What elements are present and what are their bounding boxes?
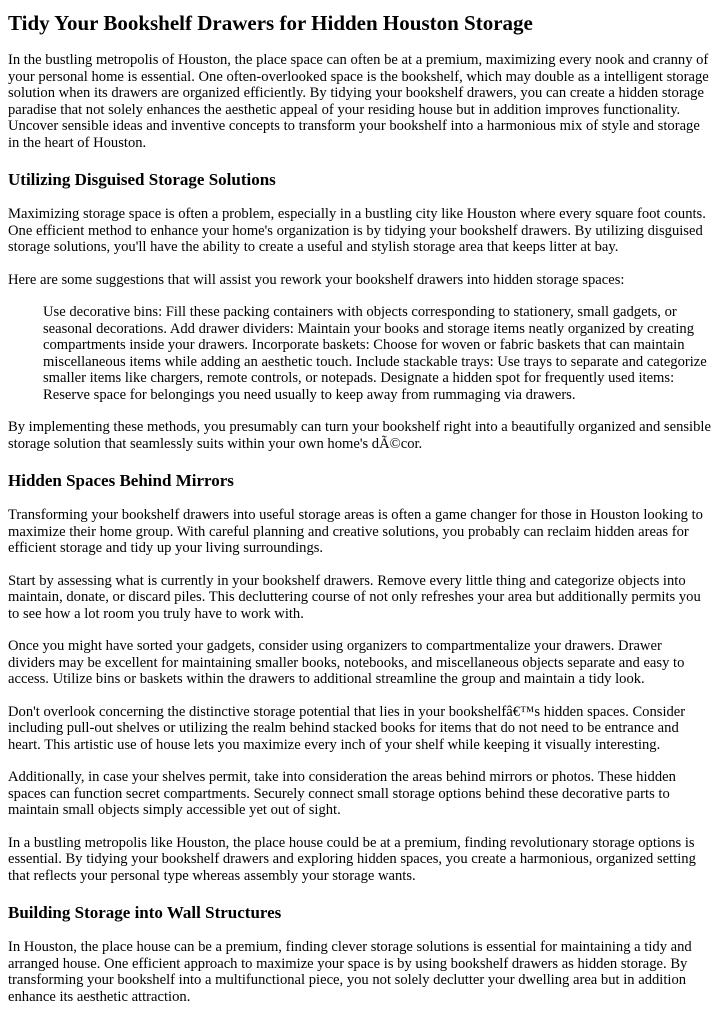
- paragraph: Start by assessing what is currently in your bookshelf drawers. Remove every little thing and categorize objects into maintain, donate, or discard piles. This decluttering course of not only refreshes your area but additionally permits you to see how a lot room you truly have to work with.: [8, 572, 701, 622]
- paragraph: Here are some suggestions that will assist you rework your bookshelf drawers into hidden storage spaces:: [8, 271, 625, 288]
- paragraph: Transforming your bookshelf drawers into useful storage areas is often a game changer for those in Houston looking to maximize their home group. With careful planning and creative solutions, you probably can reclaim hidden areas for efficient storage and tidy up your living surroundings.: [8, 507, 703, 556]
- section-heading-disguised-storage: Utilizing Disguised Storage Solutions: [8, 170, 276, 189]
- section-heading-wall-structures: Building Storage into Wall Structures: [8, 903, 282, 922]
- paragraph: Once you might have sorted your gadgets, consider using organizers to compartmentalize your drawers. Drawer dividers may be excellent for maintaining smaller books, notebooks, and miscellaneous objects separate and easy to access. Utilize bins or baskets within the drawers to additional streamline the group and maintain a tidy look.: [8, 638, 685, 687]
- paragraph: Additionally, in case your shelves permit, take into consideration the areas behind mirrors or photos. These hidden spaces can function secret compartments. Securely connect small storage options behind these decorative parts to maintain small objects simply accessible yet out of sight.: [8, 769, 676, 818]
- paragraph: By implementing these methods, you presumably can turn your bookshelf right into a beautifully organized and sensible storage solution that seamlessly suits within your own home's dÃ©cor.: [8, 419, 711, 452]
- suggestions-blockquote: Use decorative bins: Fill these packing containers with objects corresponding to stationery, small gadgets, or seasonal decorations. Add drawer dividers: Maintain your books and storage items neatly organized by creating compartments inside your drawers. Incorporate baskets: Choose for woven or fabric baskets that can maintain miscellaneous items while adding an aesthetic touch. Include stackable trays: Use trays to separate and categorize smaller items like chargers, remote controls, or notepads. Designate a hidden spot for frequently used items: Reserve space for belongings you need usually to keep away from rummaging via drawers.: [43, 304, 707, 403]
- paragraph: In Houston, the place house can be a premium, finding clever storage solutions is essential for maintaining a tidy and arranged house. One efficient approach to maximize your space is by using bookshelf drawers as hidden storage. By transforming your bookshelf into a multifunctional piece, you not solely declutter your dwelling area but in addition enhance its aesthetic attraction.: [8, 939, 692, 1005]
- intro-paragraph: In the bustling metropolis of Houston, the place space can often be at a premium, maximizing every nook and cranny of your personal home is essential. One often-overlooked space is the bookshelf, which may double as a intelligent storage solution when its drawers are organized efficiently. By tidying your bookshelf drawers, you can create a hidden storage paradise that not solely enhances the aesthetic appeal of your residing house but in addition improves functionality. Uncover sensible ideas and inventive concepts to transform your bookshelf into a harmonious mix of style and storage in the heart of Houston.: [8, 52, 709, 151]
- paragraph: Maximizing storage space is often a problem, especially in a bustling city like Houston where every square foot counts. One efficient method to enhance your home's organization is by tidying your bookshelf drawers. By utilizing disguised storage solutions, you'll have the ability to create a useful and stylish storage area that keeps litter at bay.: [8, 206, 706, 255]
- paragraph: Don't overlook concerning the distinctive storage potential that lies in your bookshelfâ€™s hidden spaces. Consider including pull-out shelves or utilizing the realm behind stacked books for items that do not need to be entrance and heart. This artistic use of house lets you maximize every inch of your shelf while keeping it visually interesting.: [8, 703, 686, 753]
- section-heading-hidden-spaces: Hidden Spaces Behind Mirrors: [8, 471, 234, 490]
- paragraph: In a bustling metropolis like Houston, the place house could be at a premium, finding revolutionary storage options is essential. By tidying your bookshelf drawers and exploring hidden spaces, you create a harmonious, organized setting that reflects your personal type whereas assembly your storage wants.: [8, 834, 696, 884]
- page-title: Tidy Your Bookshelf Drawers for Hidden Houston Storage: [8, 11, 533, 35]
